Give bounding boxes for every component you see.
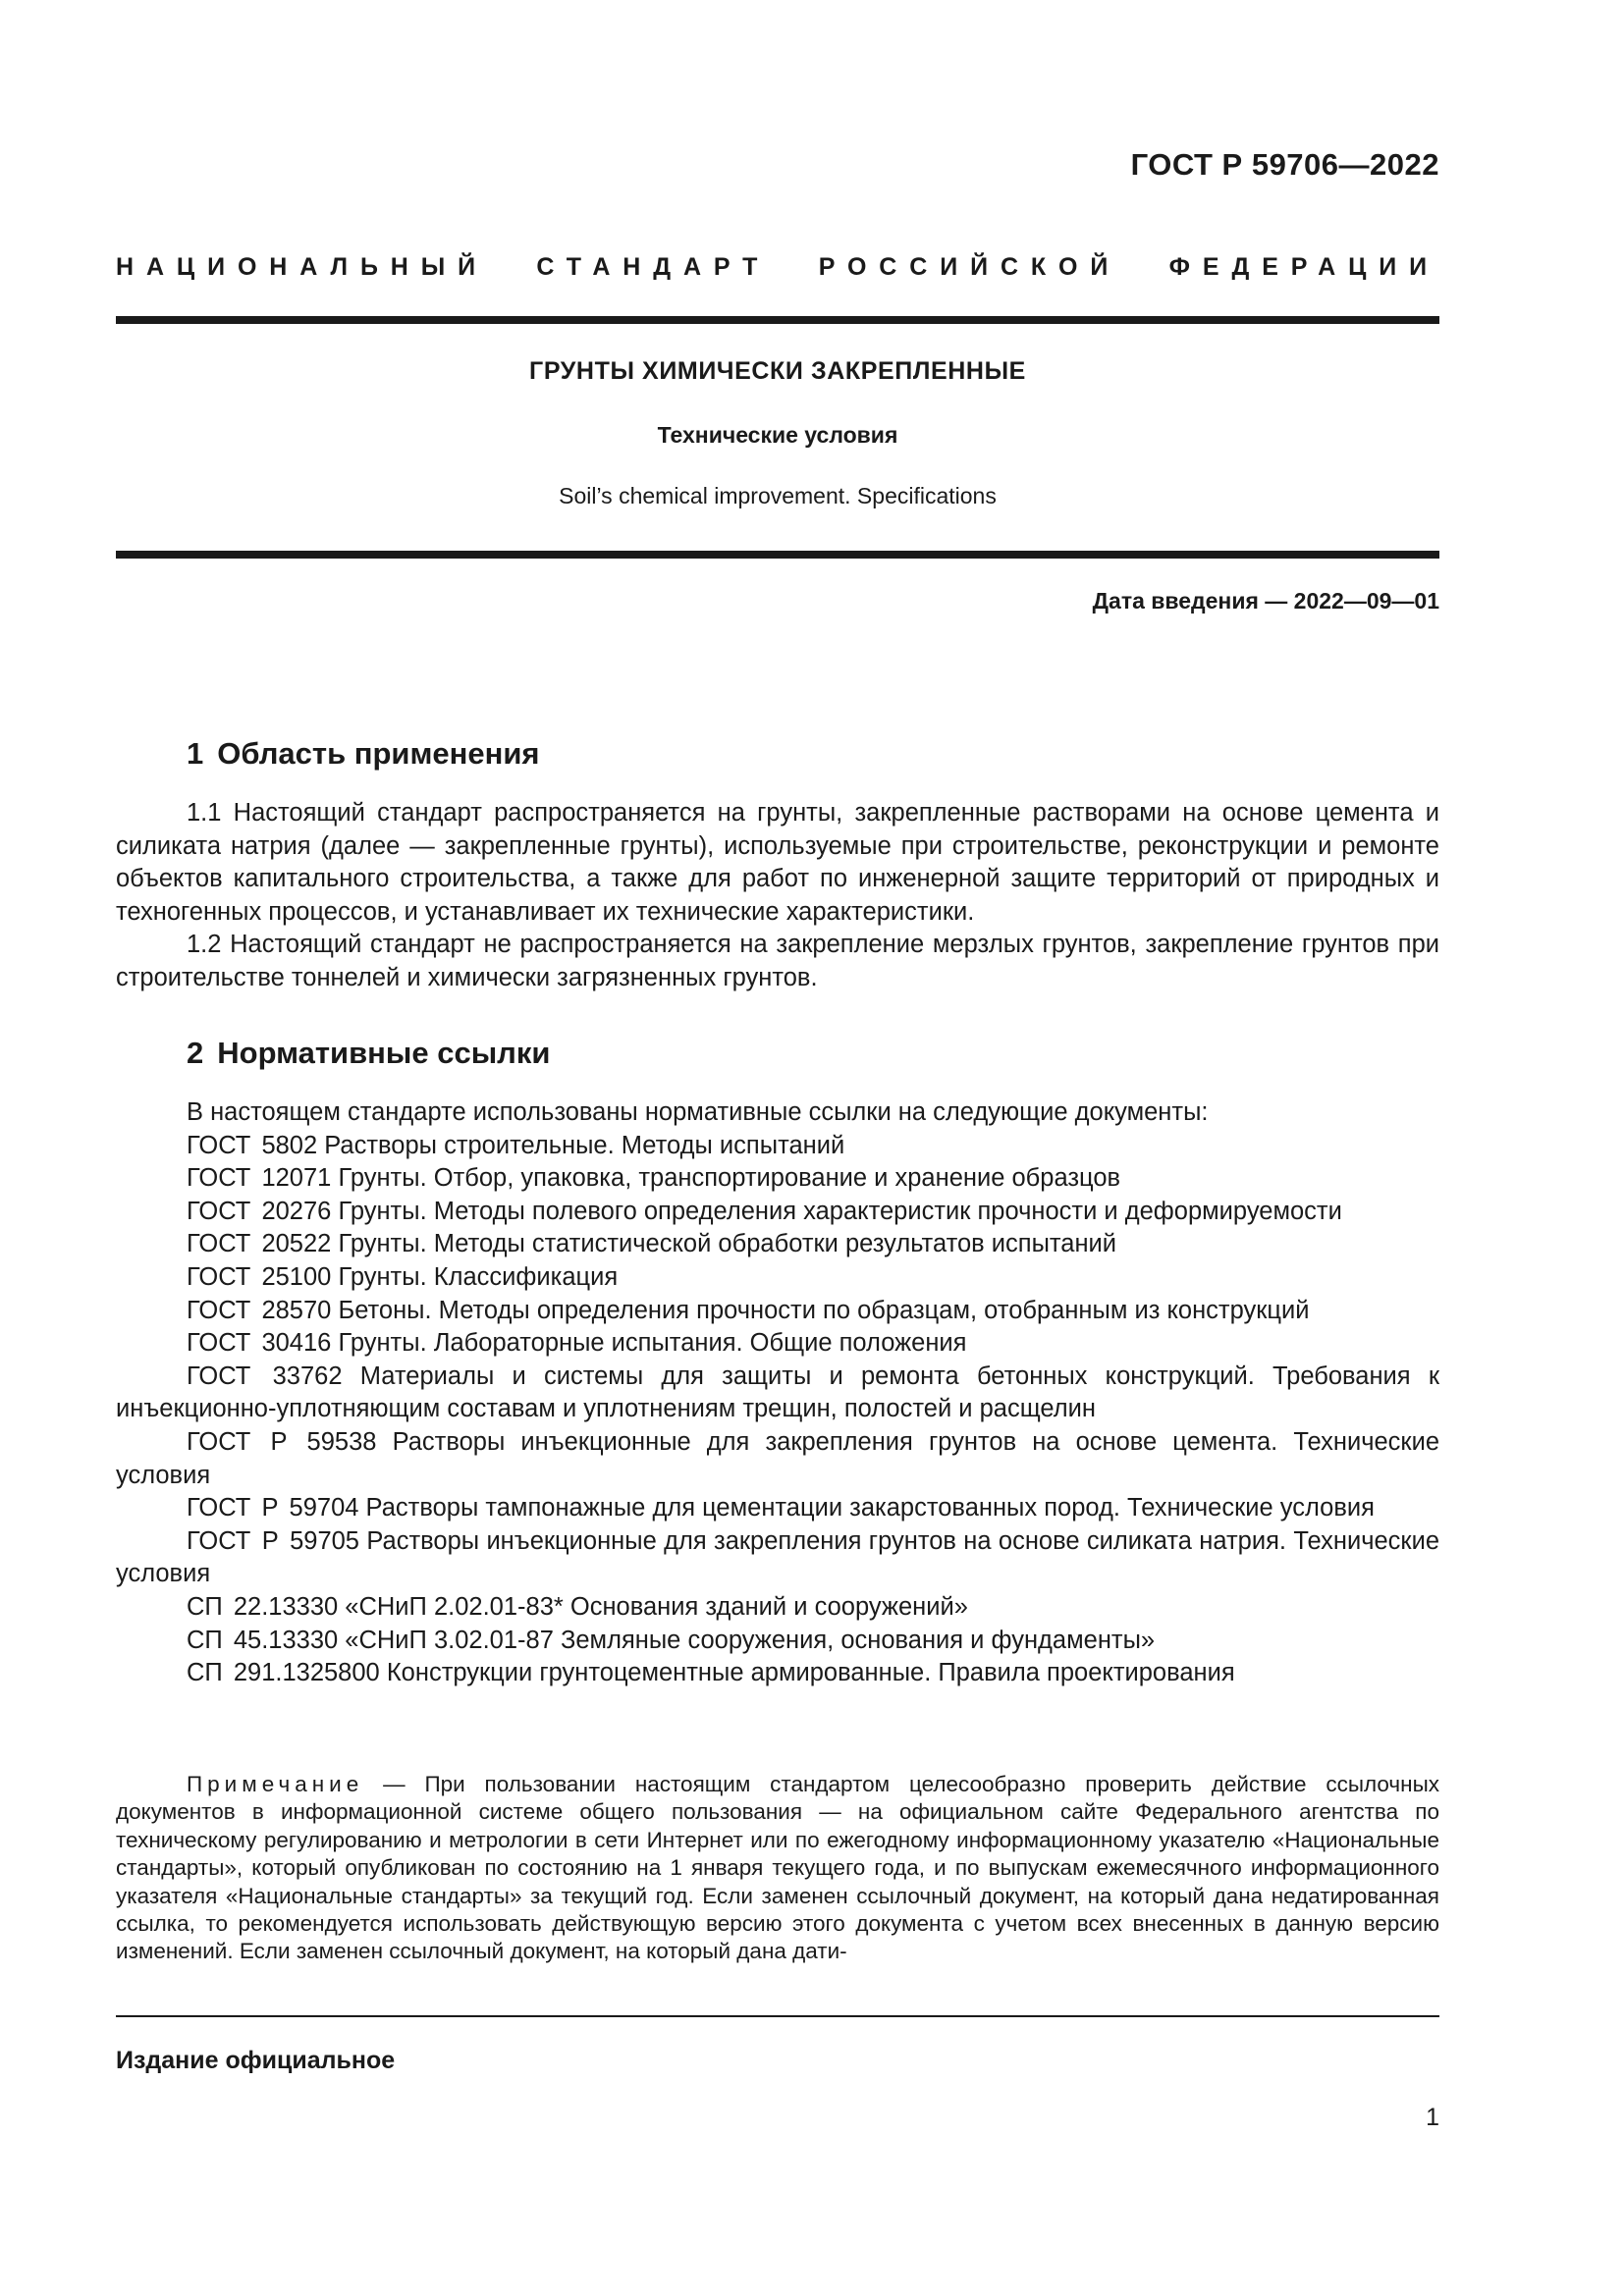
introduction-date: Дата введения — 2022—09—01: [1092, 588, 1439, 614]
references-intro: В настоящем стандарте использованы нормативные ссылки на следующие документы:: [187, 1098, 1209, 1126]
middle-rule: [116, 551, 1439, 559]
reference-code: ГОСТ Р 59704: [187, 1494, 359, 1522]
reference-item: [116, 1625, 1439, 1658]
reference-text: «СНиП 3.02.01-87 Земляные сооружения, основания и фундаменты»: [345, 1626, 1156, 1654]
reference-code: ГОСТ 25100: [187, 1262, 332, 1291]
reference-text: Растворы инъекционные для закрепления грунтов на основе силиката натрия. Технические условия: [116, 1526, 1439, 1588]
reference-item: [116, 1657, 1439, 1690]
reference-item: [116, 1196, 1439, 1229]
reference-item: [116, 1361, 1439, 1426]
reference-text: Грунты. Классификация: [338, 1262, 619, 1291]
reference-code: ГОСТ 28570: [187, 1296, 332, 1324]
reference-item: [116, 1492, 1439, 1525]
note-label: Примечание: [187, 1772, 364, 1796]
normative-references: [116, 1096, 1439, 1690]
note-paragraph: [116, 1771, 1439, 1966]
reference-code: ГОСТ 20522: [187, 1230, 332, 1258]
reference-text: Материалы и системы для защиты и ремонта бетонных конструкций. Требования к инъекционно-уплотняющим составам и уплотнениям трещин, полостей и расщелин: [116, 1362, 1439, 1423]
section-1-heading: [187, 736, 540, 772]
reference-text: Грунты. Отбор, упаковка, транспортирование и хранение образцов: [338, 1164, 1121, 1193]
reference-item: [116, 1525, 1439, 1591]
section-2-heading: [187, 1036, 550, 1071]
reference-code: ГОСТ 5802: [187, 1131, 318, 1159]
reference-item: [116, 1130, 1439, 1163]
reference-item: [116, 1162, 1439, 1196]
page-number: 1: [1426, 2104, 1439, 2131]
section-1-body: [116, 797, 1439, 995]
reference-text: Грунты. Лабораторные испытания. Общие положения: [338, 1329, 967, 1358]
reference-text: «СНиП 2.02.01-83* Основания зданий и сооружений»: [345, 1592, 968, 1621]
reference-item: [116, 1295, 1439, 1328]
reference-text: Грунты. Методы статистической обработки результатов испытаний: [338, 1230, 1117, 1258]
document-title: ГРУНТЫ ХИМИЧЕСКИ ЗАКРЕПЛЕННЫЕ: [529, 357, 1026, 385]
reference-item: [116, 1426, 1439, 1492]
reference-item: [116, 1261, 1439, 1295]
section-title: Область применения: [217, 736, 540, 771]
reference-code: СП 45.13330: [187, 1626, 339, 1654]
national-standard-heading: НАЦИОНАЛЬНЫЙ СТАНДАРТ РОССИЙСКОЙ ФЕДЕРАЦИИ: [116, 253, 1439, 281]
note-text: — При пользовании настоящим стандартом целесообразно проверить действие ссылочных документов в информационной системе общего пользования — на официальном сайте Федерального агентства по техническому регулированию и метрологии в сети Интернет или по ежегодному информационному указателю «Национальные стандарты», который опубликован по состоянию на 1 января текущего года, и по выпускам ежемесячного информационного указателя «Национальные стандарты» за текущий год. Если заменен ссылочный документ, на который дана недатированная ссылка, то рекомендуется использовать действующую версию этого документа с учетом всех внесенных в данную версию изменений. Если заменен ссылочный документ, на который дана дати-: [116, 1772, 1439, 1964]
reference-code: ГОСТ 33762: [187, 1362, 343, 1390]
gost-code: ГОСТ Р 59706—2022: [1130, 147, 1439, 182]
reference-item: [116, 1228, 1439, 1261]
reference-code: ГОСТ 20276: [187, 1197, 332, 1225]
reference-text: Грунты. Методы полевого определения характеристик прочности и деформируемости: [338, 1197, 1342, 1225]
paragraph-1-1: 1.1 Настоящий стандарт распространяется на грунты, закрепленные растворами на основе цемента и силиката натрия (далее — закрепленные грунты), используемые при строительстве, реконструкции и ремонте объектов капитального строительства, а также для работ по инженерной защите территорий от природных и техногенных процессов, и устанавливает их технические характеристики.: [116, 799, 1439, 926]
reference-text: Растворы строительные. Методы испытаний: [324, 1131, 845, 1159]
reference-text: Растворы тампонажные для цементации закарстованных пород. Технические условия: [365, 1494, 1375, 1522]
reference-text: Конструкции грунтоцементные армированные. Правила проектирования: [386, 1659, 1235, 1687]
document-subtitle: Технические условия: [657, 422, 898, 448]
reference-text: Растворы инъекционные для закрепления грунтов на основе цемента. Технические условия: [116, 1427, 1439, 1489]
footer-rule: [116, 2015, 1439, 2017]
official-edition-label: Издание официальное: [116, 2047, 396, 2074]
reference-code: ГОСТ 12071: [187, 1164, 332, 1193]
section-title: Нормативные ссылки: [217, 1036, 551, 1070]
reference-item: [116, 1327, 1439, 1361]
reference-code: ГОСТ 30416: [187, 1329, 332, 1358]
reference-code: ГОСТ Р 59538: [187, 1427, 377, 1456]
section-number: 1: [187, 736, 204, 771]
reference-code: СП 22.13330: [187, 1592, 339, 1621]
paragraph-1-2: 1.2 Настоящий стандарт не распространяется на закрепление мерзлых грунтов, закрепление грунтов при строительстве тоннелей и химически загрязненных грунтов.: [116, 931, 1439, 991]
english-title: Soil’s chemical improvement. Specifications: [559, 483, 997, 508]
reference-code: ГОСТ Р 59705: [187, 1526, 359, 1555]
reference-text: Бетоны. Методы определения прочности по образцам, отобранным из конструкций: [338, 1296, 1310, 1324]
reference-item: [116, 1591, 1439, 1625]
top-rule: [116, 316, 1439, 324]
section-number: 2: [187, 1036, 204, 1070]
reference-code: СП 291.1325800: [187, 1659, 380, 1687]
